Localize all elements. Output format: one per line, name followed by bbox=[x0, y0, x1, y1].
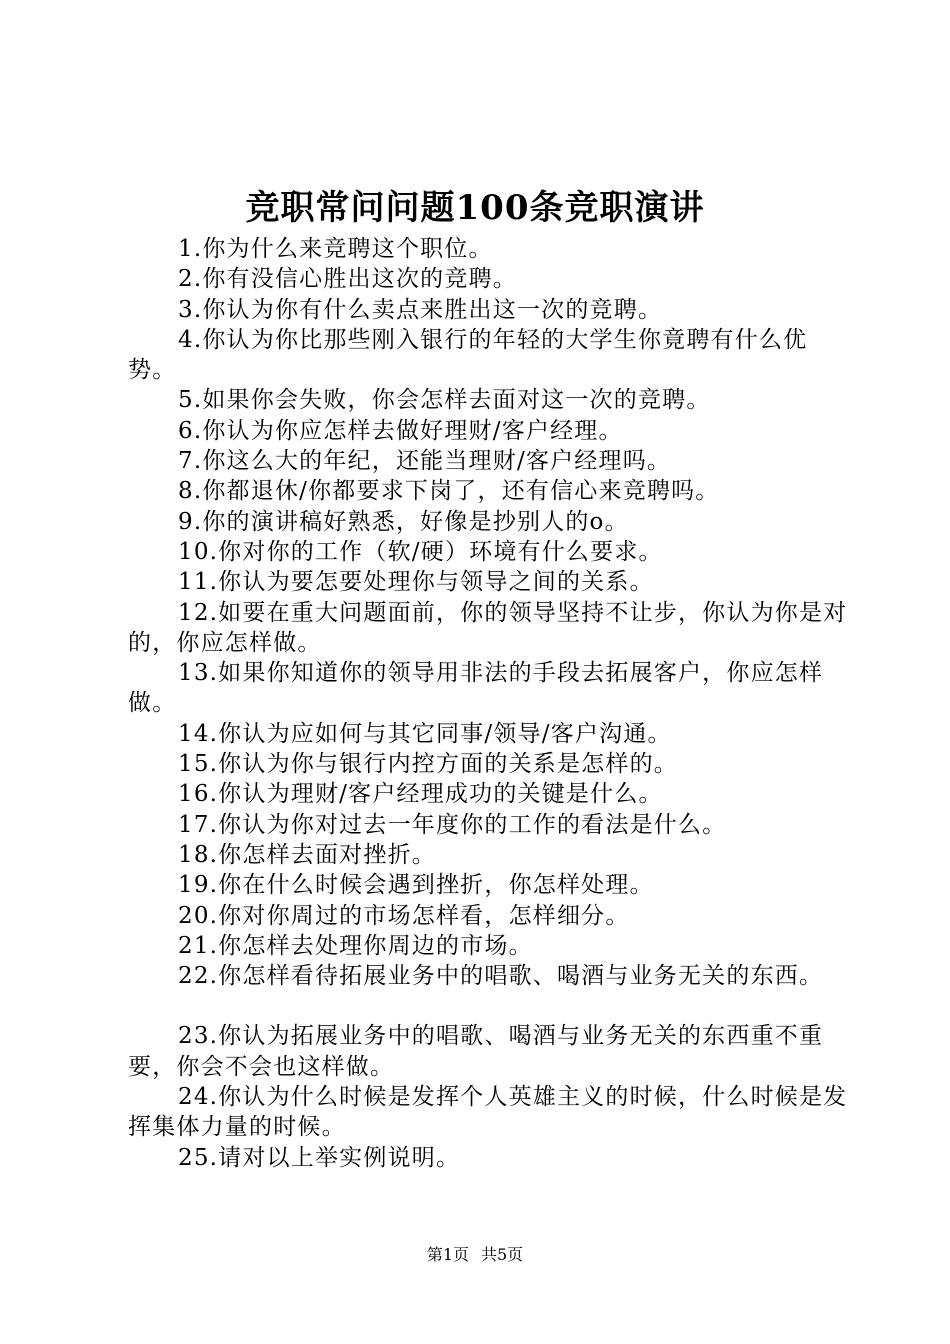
paragraph-25: 25.请对以上举实例说明。 bbox=[178, 1144, 461, 1171]
paragraph-4: 4.你认为你比那些刚入银行的年轻的大学生你竟聘有什么优势。 bbox=[128, 326, 808, 384]
paragraph-11: 11.你认为要怎要处理你与领导之间的关系。 bbox=[178, 569, 654, 596]
document-title: 竞职常问问题100条竞职演讲 bbox=[245, 188, 705, 228]
paragraph-14: 14.你认为应如何与其它同事/领导/客户沟通。 bbox=[178, 720, 672, 747]
page-footer bbox=[0, 1244, 950, 1266]
paragraph-3: 3.你认为你有什么卖点来胜出这一次的竞聘。 bbox=[178, 296, 663, 323]
paragraph-9: 9.你的演讲稿好熟悉，好像是抄别人的o。 bbox=[178, 508, 629, 535]
paragraph-13: 13.如果你知道你的领导用非法的手段去拓展客户，你应怎样做。 bbox=[128, 660, 824, 717]
paragraph-2: 2.你有没信心胜出这次的竞聘。 bbox=[178, 266, 517, 293]
paragraph-15: 15.你认为你与银行内控方面的关系是怎样的。 bbox=[178, 751, 678, 778]
page-number: 第1页 bbox=[426, 1245, 469, 1264]
document-body bbox=[128, 234, 848, 1173]
paragraph-7: 7.你这么大的年纪，还能当理财/客户经理吗。 bbox=[178, 448, 672, 475]
paragraph-16: 16.你认为理财/客户经理成功的关键是什么。 bbox=[178, 781, 663, 808]
paragraph-24: 24.你认为什么时候是发挥个人英雄主义的时候，什么时候是发挥集体力量的时候。 bbox=[128, 1084, 848, 1141]
paragraph-5: 5.如果你会失败，你会怎样去面对这一次的竞聘。 bbox=[178, 387, 711, 414]
paragraph-19: 19.你在什么时候会遇到挫折，你怎样处理。 bbox=[178, 872, 654, 899]
paragraph-22: 22.你怎样看待拓展业务中的唱歌、喝酒与业务无关的东西。 bbox=[178, 963, 824, 990]
page-total: 共5页 bbox=[481, 1245, 524, 1264]
paragraph-17: 17.你认为你对过去一年度你的工作的看法是什么。 bbox=[178, 811, 727, 838]
paragraph-1: 1.你为什么来竞聘这个职位。 bbox=[178, 236, 493, 262]
paragraph-10: 10.你对你的工作（软/硬）环境有什么要求。 bbox=[178, 538, 663, 565]
paragraph-21: 21.你怎样去处理你周边的市场。 bbox=[178, 932, 533, 959]
paragraph-23: 23.你认为拓展业务中的唱歌、喝酒与业务无关的东西重不重要，你会不会也这样做。 bbox=[128, 1023, 824, 1080]
paragraph-20: 20.你对你周过的市场怎样看，怎样细分。 bbox=[178, 902, 630, 929]
paragraph-12: 12.如要在重大问题面前，你的领导坚持不让步，你认为你是对的，你应怎样做。 bbox=[128, 599, 848, 656]
paragraph-6: 6.你认为你应怎样去做好理财/客户经理。 bbox=[178, 417, 623, 444]
paragraph-8: 8.你都退休/你都要求下岗了，还有信心来竞聘吗。 bbox=[178, 478, 720, 505]
paragraph-18: 18.你怎样去面对挫折。 bbox=[178, 841, 436, 868]
